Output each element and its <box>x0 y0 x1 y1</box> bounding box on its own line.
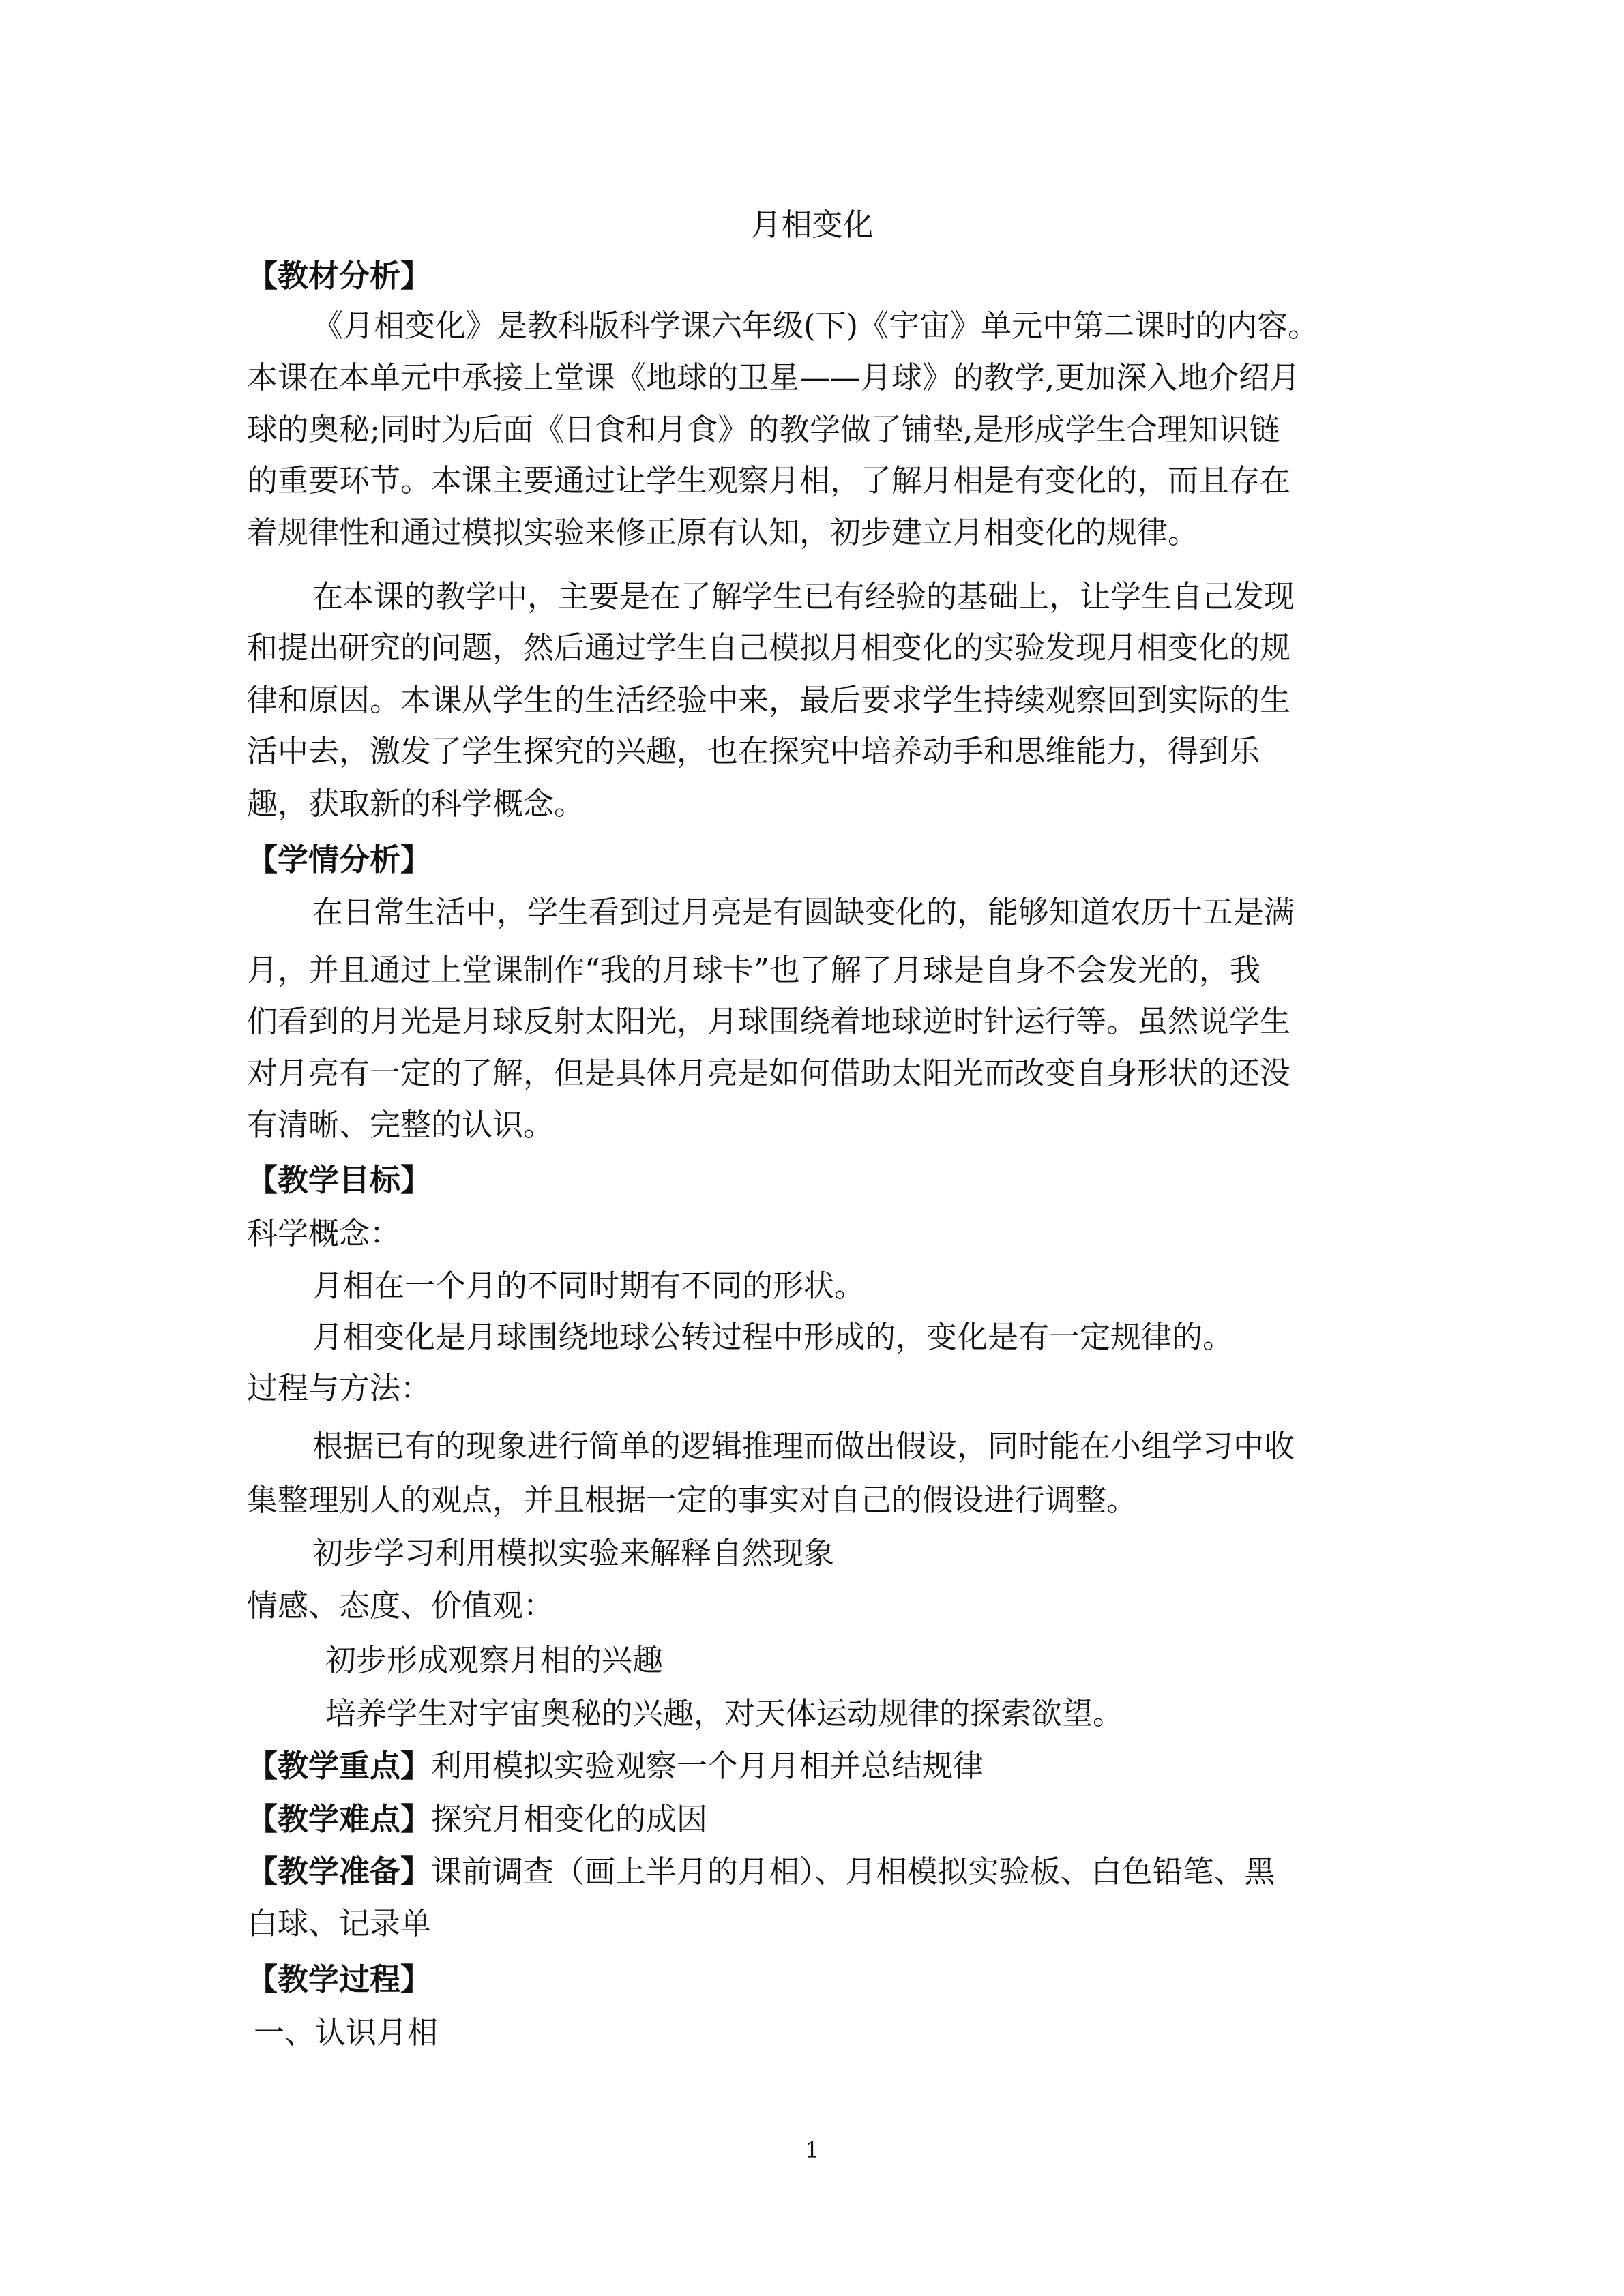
list-item: 月相变化是月球围绕地球公转过程中形成的，变化是有一定规律的。 <box>312 1319 1234 1355</box>
paragraph-line: 对月亮有一定的了解，但是具体月亮是如何借助太阳光而改变自身形状的还没 <box>247 1055 1291 1091</box>
key-point-line <box>247 1742 984 1790</box>
paragraph-line: 和提出研究的问题，然后通过学生自己模拟月相变化的实验发现月相变化的规 <box>247 629 1291 666</box>
subheading-science-concepts: 科学概念： <box>247 1215 401 1251</box>
paragraph-line: 活中去，激发了学生探究的兴趣，也在探究中培养动手和思维能力，得到乐 <box>247 733 1260 769</box>
paragraph-line: 趣，获取新的科学概念。 <box>247 786 585 822</box>
list-item: 月相在一个月的不同时期有不同的形状。 <box>312 1268 866 1304</box>
subheading-attitudes-values: 情感、态度、价值观： <box>247 1587 555 1624</box>
list-item: 培养学生对宇宙奥秘的兴趣，对天体运动规律的探索欲望。 <box>325 1695 1124 1731</box>
paragraph-line: 律和原因。本课从学生的生活经验中来，最后要求学生持续观察回到实际的生 <box>247 682 1291 718</box>
difficulty-label: 【教学难点】 <box>247 1801 432 1837</box>
document-title: 月相变化 <box>750 207 874 243</box>
paragraph-line: 的重要环节。本课主要通过让学生观察月相，了解月相是有变化的，而且存在 <box>247 462 1291 498</box>
subheading-process-methods: 过程与方法： <box>247 1370 432 1406</box>
paragraph-line: 们看到的月光是月球反射太阳光，月球围绕着地球逆时针运行等。虽然说学生 <box>247 1003 1291 1039</box>
page-number: 1 <box>805 2137 819 2163</box>
key-point-label: 【教学重点】 <box>247 1748 432 1784</box>
paragraph-line: 球的奥秘;同时为后面《日食和月食》的教学做了铺垫,是形成学生合理知识链 <box>247 411 1280 447</box>
paragraph-line: 有清晰、完整的认识。 <box>247 1107 555 1143</box>
key-point-text: 利用模拟实验观察一个月月相并总结规律 <box>431 1748 984 1784</box>
list-item: 初步学习利用模拟实验来解释自然现象 <box>312 1535 835 1571</box>
paragraph-line: 集整理别人的观点，并且根据一定的事实对自己的假设进行调整。 <box>247 1482 1138 1518</box>
paragraph-line: 《月相变化》是教科版科学课六年级(下)《宇宙》单元中第二课时的内容。 <box>312 308 1319 344</box>
list-item: 初步形成观察月相的兴趣 <box>325 1642 664 1678</box>
preparation-line-2: 白球、记录单 <box>247 1905 432 1941</box>
preparation-text: 课前调查（画上半月的月相）、月相模拟实验板、白色铅笔、黑 <box>431 1853 1275 1890</box>
paragraph-line: 在本课的教学中，主要是在了解学生已有经验的基础上，让学生自己发现 <box>312 578 1295 614</box>
preparation-label: 【教学准备】 <box>247 1853 432 1890</box>
paragraph-line: 着规律性和通过模拟实验来修正原有认知，初步建立月相变化的规律。 <box>247 514 1199 550</box>
difficulty-text: 探究月相变化的成因 <box>431 1801 708 1837</box>
section-heading-teaching-goals: 【教学目标】 <box>247 1162 432 1198</box>
section-heading-student-analysis: 【学情分析】 <box>247 841 432 878</box>
paragraph-line: 月，并且通过上堂课制作“我的月球卡”也了解了月球是自身不会发光的，我 <box>247 952 1261 988</box>
paragraph-line: 本课在本单元中承接上堂课《地球的卫星——月球》的教学,更加深入地介绍月 <box>247 359 1301 396</box>
difficulty-line <box>247 1795 707 1843</box>
paragraph-line: 在日常生活中，学生看到过月亮是有圆缺变化的，能够知道农历十五是满 <box>312 894 1295 930</box>
section-heading-teaching-process: 【教学过程】 <box>247 1961 432 1997</box>
process-step: 一、认识月相 <box>254 2014 439 2051</box>
preparation-line <box>247 1848 1275 1896</box>
paragraph-line: 根据已有的现象进行简单的逻辑推理而做出假设，同时能在小组学习中收 <box>312 1428 1295 1464</box>
section-heading-textbook-analysis: 【教材分析】 <box>247 258 432 294</box>
